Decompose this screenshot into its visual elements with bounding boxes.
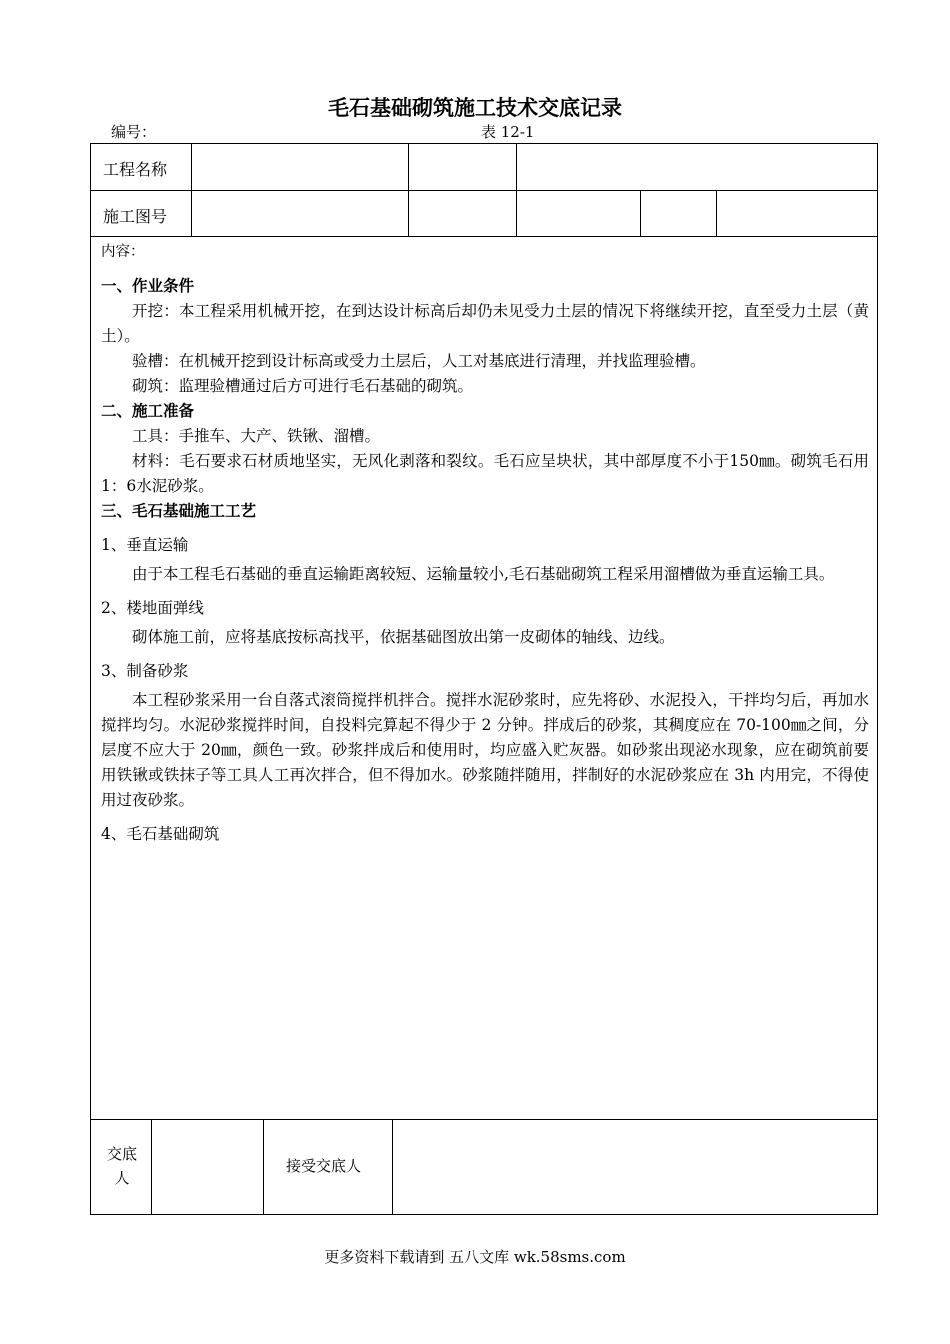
- footer-note: 更多资料下载请到 五八文库 wk.58sms.com: [324, 1248, 626, 1266]
- project-name-label: 工程名称: [103, 160, 168, 179]
- column-divider: [151, 1119, 152, 1215]
- drawing-number-label: 施工图号: [103, 207, 168, 226]
- row-divider: [90, 236, 878, 237]
- column-divider: [392, 1119, 393, 1215]
- subsection-title: 4、毛石基础砌筑: [101, 825, 220, 843]
- paragraph: 开挖：本工程采用机械开挖，在到达设计标高后却仍未见受力土层的情况下将继续开挖，直至受力土层（黄土）。: [101, 302, 869, 345]
- paragraph: 工具：手推车、大产、铁锹、溜槽。: [132, 427, 381, 445]
- paragraph: 验槽：在机械开挖到设计标高或受力土层后，人工对基底进行清理，并找监理验槽。: [132, 352, 706, 370]
- document-number-label: 编号：: [111, 123, 157, 141]
- column-divider: [716, 190, 717, 236]
- paragraph: 砌体施工前，应将基底按标高找平，依据基础图放出第一皮砌体的轴线、边线。: [132, 628, 675, 646]
- handover-person-label: 交底人: [106, 1145, 137, 1187]
- column-divider: [263, 1119, 264, 1215]
- paragraph: 材料：毛石要求石材质地坚实，无风化剥落和裂纹。毛石应呈块状，其中部厚度不小于150㎜。砌筑毛石用1：6水泥砂浆。: [101, 452, 869, 495]
- column-divider: [408, 143, 409, 236]
- content-label: 内容：: [101, 244, 145, 260]
- content-section: [101, 240, 869, 851]
- section-heading: 三、毛石基础施工工艺: [101, 502, 257, 520]
- row-divider: [90, 190, 878, 191]
- table-number: 表 12-1: [481, 123, 535, 141]
- document-title: 毛石基础砌筑施工技术交底记录: [328, 96, 622, 120]
- row-divider: [90, 1119, 878, 1120]
- column-divider: [640, 190, 641, 236]
- section-heading: 一、作业条件: [101, 277, 195, 295]
- column-divider: [516, 143, 517, 236]
- section-heading: 二、施工准备: [101, 402, 195, 420]
- paragraph: 砌筑：监理验槽通过后方可进行毛石基础的砌筑。: [132, 377, 474, 395]
- column-divider: [191, 143, 192, 236]
- subsection-title: 2、楼地面弹线: [101, 599, 204, 617]
- receiver-label: 接受交底人: [286, 1157, 362, 1175]
- paragraph: 由于本工程毛石基础的垂直运输距离较短、运输量较小,毛石基础砌筑工程采用溜槽做为垂直运输工具。: [132, 565, 835, 583]
- paragraph: 本工程砂浆采用一台自落式滚筒搅拌机拌合。搅拌水泥砂浆时，应先将砂、水泥投入，干拌均匀后，再加水搅拌均匀。水泥砂浆搅拌时间，自投料完算起不得少于 2 分钟。拌成后的砂浆，其稠度应在 70-100㎜之间，分层度不应大于 20㎜，颜色一致。砂浆拌成后和使用时，均应盛入贮灰器。如砂浆出现泌水现象，应在砌筑前要用铁锹或铁抹子等工具人工再次拌合，但不得加水。砂浆随拌随用，拌制好的水泥砂浆应在 3h 内用完，不得使用过夜砂浆。: [101, 691, 869, 809]
- subsection-title: 3、制备砂浆: [101, 662, 189, 680]
- subsection-title: 1、垂直运输: [101, 536, 189, 554]
